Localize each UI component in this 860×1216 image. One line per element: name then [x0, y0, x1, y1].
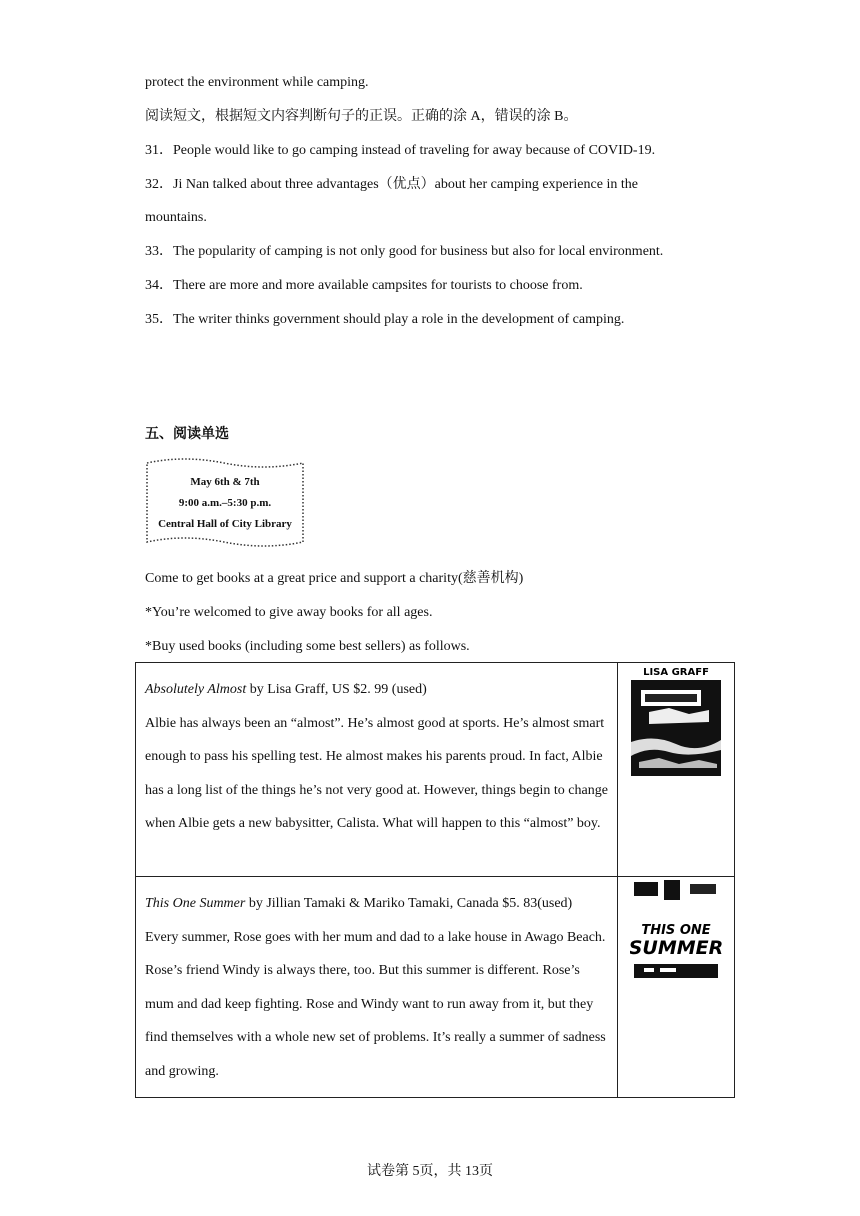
section-title: 五、阅读单选 — [145, 427, 229, 442]
banner-time: 9:00 a.m.–5:30 p.m. — [178, 497, 272, 509]
book-cover-image — [629, 664, 723, 776]
intro-bullet-2: *Buy used books (including some best sellers) as follows. — [145, 639, 470, 654]
text-line: protect the environment while camping. — [145, 75, 369, 90]
book-cover-cell — [618, 663, 735, 877]
event-banner — [144, 455, 306, 550]
book-cover-cell — [618, 877, 735, 1098]
book-info: by Jillian Tamaki & Mariko Tamaki, Canada $5. 83(used) — [245, 896, 573, 911]
cover-title-line-1: THIS ONE — [641, 923, 711, 938]
banner-place: Central Hall of City Library — [158, 518, 292, 530]
table-row — [136, 663, 735, 877]
instruction-line: 阅读短文，根据短文内容判断句子的正误。正确的涂 A，错误的涂 B。 — [145, 109, 578, 124]
book-description: Albie has always been an “almost”. He’s almost good at sports. He’s almost smart enough to pass his spelling test. He almost makes his parents proud. In fact, Albie has a long list of the things he’s not very good at. However, things begin to change when Albie gets a new babysitter, Calista. What will happen to this “almost” boy. — [145, 715, 608, 832]
book-description: Every summer, Rose goes with her mum and dad to a lake house in Awago Beach. Rose’s friend Windy is always there, too. But this summer is different. Rose’s mum and dad keep fighting. Rose and Windy want to run away from it, but they find themselves with a whole new set of problems. It’s really a summer of sadness and growing. — [145, 929, 606, 1079]
book-info: by Lisa Graff, US $2. 99 (used) — [246, 682, 427, 697]
intro-bullet-1: *You’re welcomed to give away books for all ages. — [145, 605, 433, 620]
cover-title-line-2: SUMMER — [630, 937, 723, 959]
book-title: Absolutely Almost — [145, 682, 247, 697]
question-32-cont: mountains. — [145, 210, 207, 225]
book-cover-image — [630, 878, 722, 982]
question-33: 33．The popularity of camping is not only good for business but also for local environment. — [145, 244, 664, 259]
page-footer: 试卷第 5页，共 13页 — [367, 1164, 493, 1179]
table-row — [136, 877, 735, 1098]
intro-line: Come to get books at a great price and support a charity(慈善机构) — [145, 571, 524, 586]
question-31: 31．People would like to go camping instead of traveling for away because of COVID-19. — [145, 143, 656, 158]
cover-author-text: LISA GRAFF — [643, 667, 709, 678]
book-table — [135, 662, 735, 1098]
question-32: 32．Ji Nan talked about three advantages（优点）about her camping experience in the — [145, 177, 638, 192]
book-description-cell — [136, 877, 618, 1098]
question-34: 34．There are more and more available campsites for tourists to choose from. — [145, 278, 583, 293]
banner-date: May 6th & 7th — [190, 476, 260, 488]
book-description-cell — [136, 663, 618, 877]
book-title: This One Summer — [145, 896, 246, 911]
question-35: 35．The writer thinks government should play a role in the development of camping. — [145, 312, 625, 327]
